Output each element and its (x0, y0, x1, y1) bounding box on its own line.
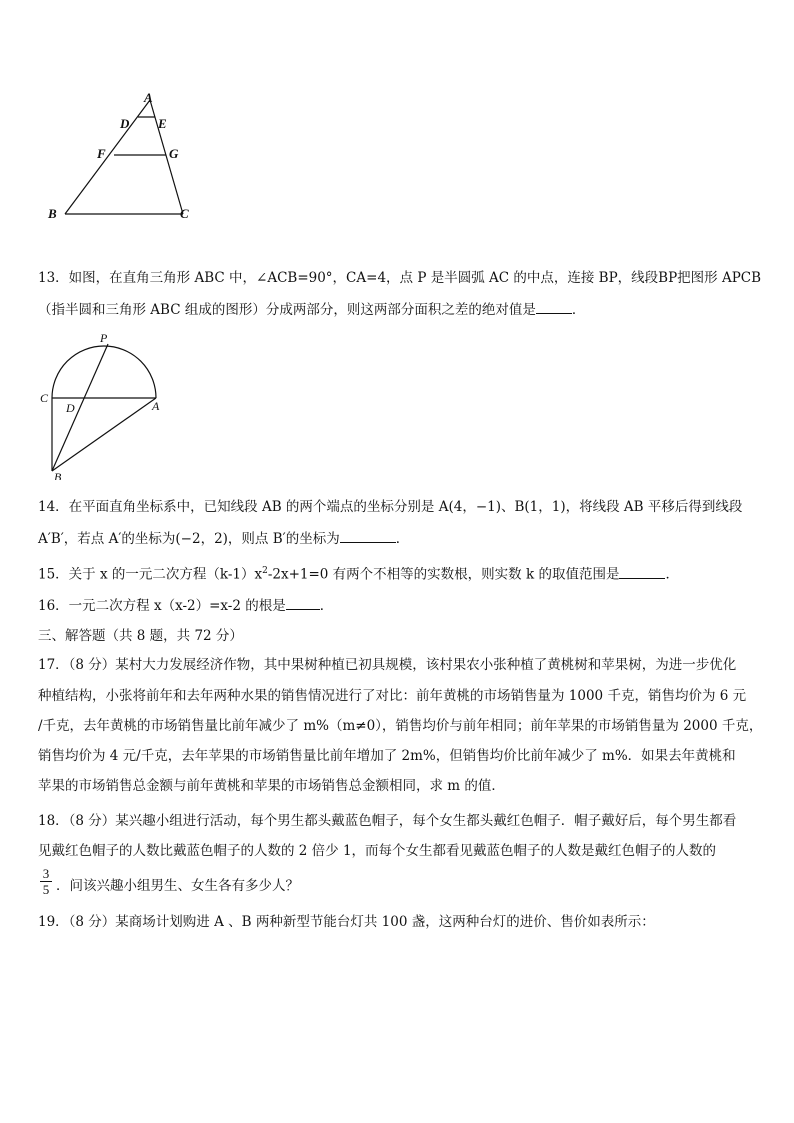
q13-line2: （指半圆和三角形 ABC 组成的图形）分成两部分，则这两部分面积之差的绝对值是 ． (38, 302, 586, 318)
label-A: A (152, 399, 160, 413)
q13-line1: 13．如图，在直角三角形 ABC 中，∠ACB=90°，CA=4，点 P 是半圆弧 AC 的中点，连接 BP，线段BP把图形 APCB (38, 270, 762, 286)
label-G: G (169, 146, 179, 161)
answer-blank (286, 597, 320, 610)
fraction-three-fifths: $\frac{3}{5}$ (40, 866, 52, 897)
q16-line: 16．一元二次方程 x（x-2）=x-2 的根是 ． (38, 598, 334, 614)
answer-blank (619, 566, 665, 579)
label-B: B (54, 470, 62, 480)
q19-line1: 19．（8 分）某商场计划购进 A 、B 两种新型节能台灯共 100 盏，这两种台灯的进价、售价如表所示： (38, 914, 655, 930)
label-B: B (48, 206, 57, 221)
label-C: C (180, 206, 189, 221)
label-F: F (97, 146, 106, 161)
semicircle-figure (36, 330, 176, 480)
label-D: D (66, 401, 75, 415)
label-E: E (158, 116, 167, 131)
q17-line2: 种植结构，小张将前年和去年两种水果的销售情况进行了对比：前年黄桃的市场销售量为 1000 千克，销售均价为 6 元 (38, 688, 747, 704)
label-D: D (120, 116, 130, 131)
q18-line3: ．问该兴趣小组男生、女生各有多少人？ (56, 878, 299, 894)
q18-line1: 18．（8 分）某兴趣小组进行活动，每个男生都头戴蓝色帽子，每个女生都头戴红色帽子．帽子戴好后，每个男生都看 (38, 813, 737, 829)
q17-line1: 17．（8 分）某村大力发展经济作物，其中果树种植已初具规模，该村果农小张种植了黄桃树和苹果树，为进一步优化 (38, 657, 737, 673)
q17-line3: /千克，去年黄桃的市场销售量比前年减少了 m%（m≠0），销售均价与前年相同；前年苹果的市场销售量为 2000 千克， (38, 718, 763, 734)
q17-line4: 销售均价为 4 元/千克，去年苹果的市场销售量比前年增加了 2m%，但销售均价比前年减少了 m%．如果去年黄桃和 (38, 748, 736, 764)
q15-line: 15．关于 x 的一元二次方程$(k-1)x^2-2x+1=0$ 有两个不相等的实数根，则实数 k 的取值范围是 ． (38, 566, 679, 583)
q14-line1: 14．在平面直角坐标系中，已知线段 AB 的两个端点的坐标分别是 A(4，−1)、B(1，1)，将线段 AB 平移后得到线段 (38, 499, 743, 515)
triangle-figure (40, 90, 210, 230)
q17-line5: 苹果的市场销售总金额与前年黄桃和苹果的市场销售总金额相同，求 m 的值． (38, 778, 505, 794)
section-heading: 三、解答题（共 8 题，共 72 分） (38, 628, 243, 644)
answer-blank (340, 530, 396, 543)
answer-blank (536, 301, 572, 314)
label-A: A (144, 90, 153, 105)
q14-line2: A′B′，若点 A′的坐标为(−2，2)，则点 B′的坐标为 ． (38, 531, 410, 547)
label-C: C (40, 391, 49, 405)
q18-line2: 见戴红色帽子的人数比戴蓝色帽子的人数的 2 倍少 1，而每个女生都看见戴蓝色帽子的人数是戴红色帽子的人数的 (38, 843, 717, 859)
label-P: P (100, 331, 108, 345)
